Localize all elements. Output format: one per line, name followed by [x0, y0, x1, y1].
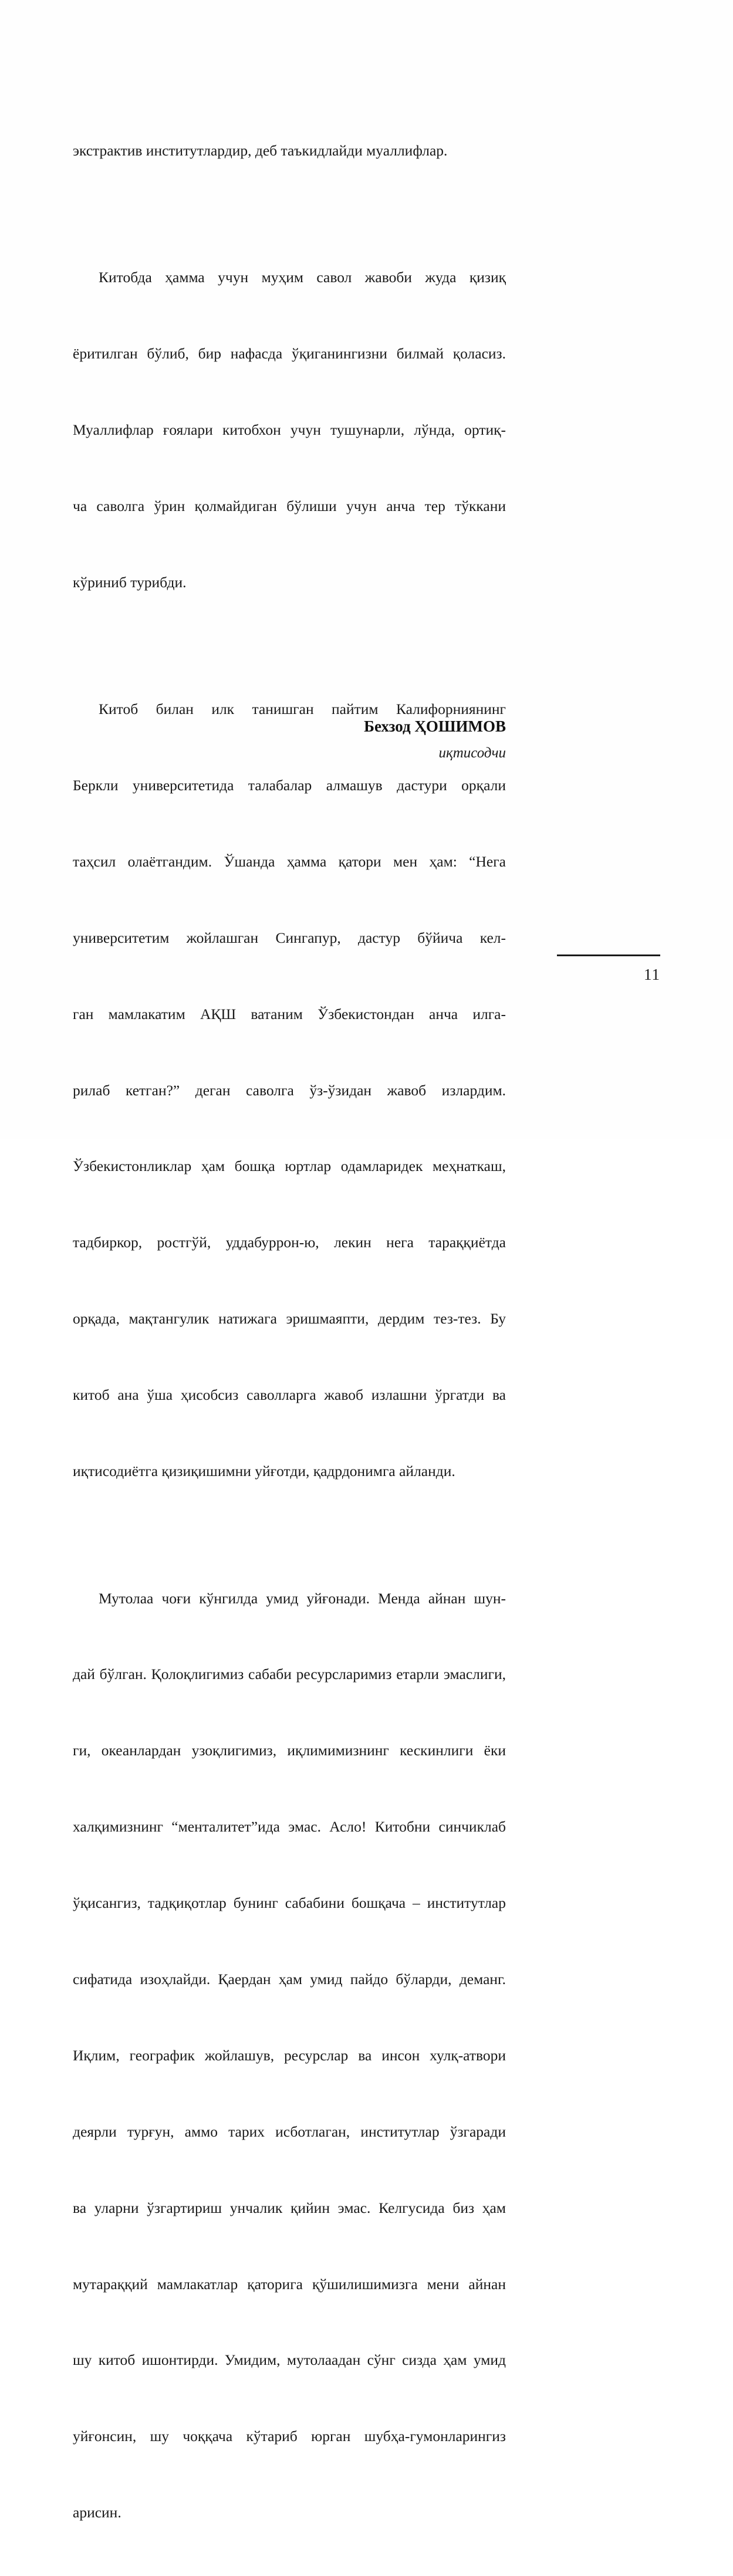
paragraph-3: [73, 646, 506, 1535]
text-line: орқада, мақтангулик натижага эришмаяпти, дердим тез-тез. Бу: [73, 1310, 506, 1328]
text-line: кўриниб турибди.: [73, 573, 187, 591]
text-line: сифатида изоҳлайди. Қаердан ҳам умид пайдо бўларди, деманг.: [73, 1970, 506, 1988]
text-line: рилаб кетган?” деган саволга ўз-ўзидан жавоб излардим.: [73, 1081, 506, 1099]
text-line: ва уларни ўзгартириш унчалик қийин эмас. Келгусида биз ҳам: [73, 2199, 506, 2216]
text-line: ча саволга ўрин қолмайдиган бўлиши учун анча тер тўккани: [73, 497, 506, 514]
body-text-column: [73, 87, 506, 2576]
text-line: дай бўлган. Қолоқлигимиз сабаби ресурсларимиз етарли эмаслиги,: [73, 1666, 506, 1683]
text-line: Китоб билан илк танишган пайтим Калифорниянинг: [99, 700, 506, 718]
text-line: ўқисангиз, тадқиқотлар бунинг сабабини бошқача – институтлар: [73, 1894, 506, 1912]
text-line: экстрактив институтлардир, деб таъкидлайди муаллифлар.: [73, 141, 448, 159]
text-line: арисин.: [73, 2504, 121, 2521]
text-line: ган мамлакатим АҚШ ватаним Ўзбекистондан анча илга-: [73, 1005, 506, 1023]
text-line: Муаллифлар ғоялари китобхон учун тушунарли, лўнда, ортиқ-: [73, 421, 506, 438]
text-line: тадбиркор, ростгўй, уддабуррон-ю, лекин нега тараққиётда: [73, 1234, 506, 1251]
text-line: ги, океанлардан узоқлигимиз, иқлимимизнинг кескинлиги ёки: [73, 1742, 506, 1759]
text-line: Китобда ҳамма учун муҳим савол жавоби жуда қизиқ: [99, 269, 506, 286]
paragraph-2: [73, 214, 506, 645]
text-line: Беркли университетида талабалар алмашув дастури орқали: [73, 777, 506, 794]
paragraph-continuation: [73, 87, 506, 214]
text-line: деярли турғун, аммо тарих исботлаган, институтлар ўзгаради: [73, 2123, 506, 2140]
text-line: Иқлим, географик жойлашув, ресурслар ва инсон хулқ-атвори: [73, 2046, 506, 2064]
text-line: университетим жойлашган Сингапур, дастур бўйича кел-: [73, 929, 506, 946]
text-line: уйғонсин, шу чоққача кўтариб юрган шубҳа-гумонларингиз: [73, 2428, 506, 2445]
footer-rule: [557, 954, 660, 956]
text-line: ёритилган бўлиб, бир нафасда ўқиганингизни билмай қоласиз.: [73, 344, 506, 362]
text-line: Ўзбекистонликлар ҳам бошқа юртлар одамларидек меҳнаткаш,: [73, 1157, 506, 1175]
signature-block: [73, 715, 506, 765]
text-line: китоб ана ўша ҳисобсиз саволларга жавоб излашни ўргатди ва: [73, 1386, 506, 1404]
text-line: халқимизнинг “менталитет”ида эмас. Асло! Китобни синчиклаб: [73, 1818, 506, 1836]
paragraph-4: [73, 1535, 506, 2576]
text-line: иқтисодиётга қизиқишимни уйғотди, қадрдонимга айланди.: [73, 1463, 455, 1480]
text-line: таҳсил олаётгандим. Ўшанда ҳамма қатори мен ҳам: “Нега: [73, 852, 506, 870]
author-name: Бехзод ҲОШИМОВ: [364, 717, 506, 735]
text-line: шу китоб ишонтирди. Умидим, мутолаадан сўнг сизда ҳам умид: [73, 2351, 506, 2369]
text-line: мутараққий мамлакатлар қаторига қўшилишимизга мени айнан: [73, 2275, 506, 2293]
page-number: 11: [644, 966, 660, 983]
author-role: иқтисодчи: [438, 745, 506, 761]
text-line: Мутолаа чоғи кўнгилда умид уйғонади. Менда айнан шун-: [99, 1589, 506, 1607]
